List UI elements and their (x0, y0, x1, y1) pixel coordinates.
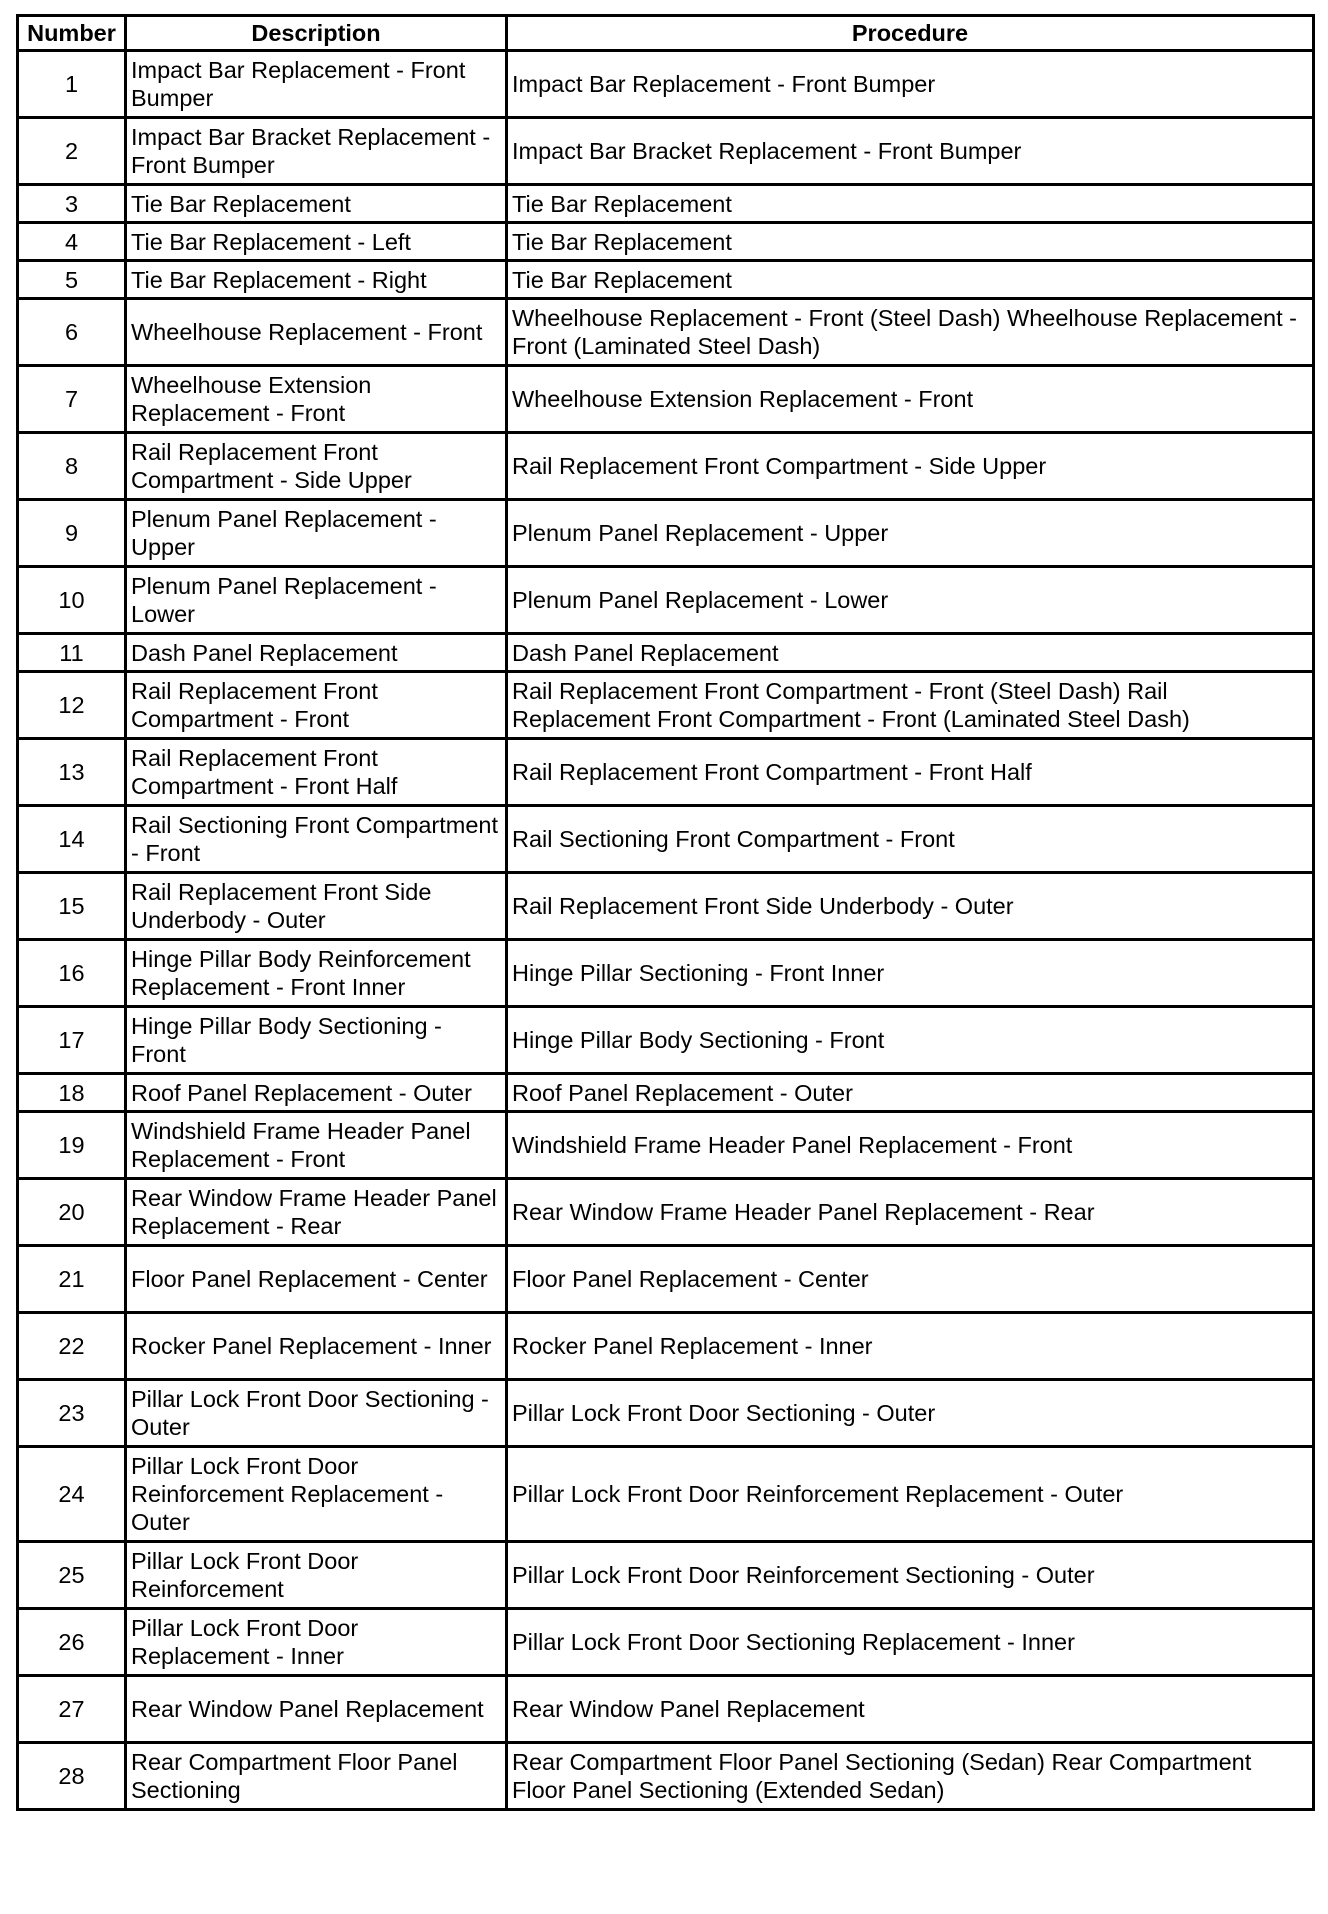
row-procedure: Pillar Lock Front Door Reinforcement Sectioning - Outer (507, 1542, 1314, 1609)
row-description: Pillar Lock Front Door Reinforcement (126, 1542, 507, 1609)
row-number: 11 (18, 634, 126, 672)
table-row (18, 223, 1314, 261)
header-row (18, 16, 1314, 51)
row-number: 14 (18, 806, 126, 873)
table-row (18, 567, 1314, 634)
row-description: Dash Panel Replacement (126, 634, 507, 672)
header-description: Description (126, 16, 507, 51)
procedure-table (16, 14, 1315, 1811)
row-procedure: Impact Bar Bracket Replacement - Front Bumper (507, 118, 1314, 185)
table-row (18, 1112, 1314, 1179)
table-row (18, 1676, 1314, 1743)
row-procedure: Dash Panel Replacement (507, 634, 1314, 672)
row-number: 27 (18, 1676, 126, 1743)
row-number: 4 (18, 223, 126, 261)
table-row (18, 806, 1314, 873)
row-description: Pillar Lock Front Door Reinforcement Replacement - Outer (126, 1447, 507, 1542)
row-procedure: Rocker Panel Replacement - Inner (507, 1313, 1314, 1380)
row-description: Pillar Lock Front Door Sectioning - Outer (126, 1380, 507, 1447)
row-number: 19 (18, 1112, 126, 1179)
table-row (18, 261, 1314, 299)
row-number: 3 (18, 185, 126, 223)
row-number: 25 (18, 1542, 126, 1609)
row-procedure: Rear Compartment Floor Panel Sectioning (Sedan) Rear Compartment Floor Panel Sectioning (Extended Sedan) (507, 1743, 1314, 1810)
table-body (18, 51, 1314, 1810)
row-description: Rear Window Panel Replacement (126, 1676, 507, 1743)
row-procedure: Hinge Pillar Body Sectioning - Front (507, 1007, 1314, 1074)
row-description: Rear Compartment Floor Panel Sectioning (126, 1743, 507, 1810)
row-procedure: Hinge Pillar Sectioning - Front Inner (507, 940, 1314, 1007)
row-description: Tie Bar Replacement - Left (126, 223, 507, 261)
row-number: 16 (18, 940, 126, 1007)
row-description: Impact Bar Bracket Replacement - Front Bumper (126, 118, 507, 185)
row-number: 8 (18, 433, 126, 500)
row-procedure: Rear Window Frame Header Panel Replacement - Rear (507, 1179, 1314, 1246)
row-description: Rail Sectioning Front Compartment - Front (126, 806, 507, 873)
table-row (18, 1609, 1314, 1676)
row-description: Windshield Frame Header Panel Replacement - Front (126, 1112, 507, 1179)
row-procedure: Pillar Lock Front Door Sectioning - Outer (507, 1380, 1314, 1447)
row-procedure: Rail Replacement Front Compartment - Front (Steel Dash) Rail Replacement Front Compartment - Front (Laminated Steel Dash) (507, 672, 1314, 739)
row-procedure: Windshield Frame Header Panel Replacement - Front (507, 1112, 1314, 1179)
row-procedure: Rail Replacement Front Compartment - Side Upper (507, 433, 1314, 500)
row-number: 26 (18, 1609, 126, 1676)
row-description: Floor Panel Replacement - Center (126, 1246, 507, 1313)
row-procedure: Wheelhouse Replacement - Front (Steel Dash) Wheelhouse Replacement - Front (Laminated Steel Dash) (507, 299, 1314, 366)
table-row (18, 1542, 1314, 1609)
procedure-table-sheet (16, 14, 1312, 1811)
table-row (18, 51, 1314, 118)
row-description: Rocker Panel Replacement - Inner (126, 1313, 507, 1380)
row-procedure: Wheelhouse Extension Replacement - Front (507, 366, 1314, 433)
row-number: 12 (18, 672, 126, 739)
table-row (18, 1380, 1314, 1447)
row-description: Impact Bar Replacement - Front Bumper (126, 51, 507, 118)
row-description: Roof Panel Replacement - Outer (126, 1074, 507, 1112)
row-procedure: Pillar Lock Front Door Reinforcement Replacement - Outer (507, 1447, 1314, 1542)
table-row (18, 1007, 1314, 1074)
row-procedure: Impact Bar Replacement - Front Bumper (507, 51, 1314, 118)
row-description: Wheelhouse Replacement - Front (126, 299, 507, 366)
row-description: Rail Replacement Front Compartment - Front Half (126, 739, 507, 806)
row-procedure: Rail Replacement Front Side Underbody - Outer (507, 873, 1314, 940)
table-row (18, 1179, 1314, 1246)
table-row (18, 1743, 1314, 1810)
row-description: Plenum Panel Replacement - Upper (126, 500, 507, 567)
table-row (18, 1313, 1314, 1380)
table-row (18, 1246, 1314, 1313)
row-number: 10 (18, 567, 126, 634)
row-description: Rail Replacement Front Compartment - Front (126, 672, 507, 739)
row-procedure: Rear Window Panel Replacement (507, 1676, 1314, 1743)
row-procedure: Floor Panel Replacement - Center (507, 1246, 1314, 1313)
table-row (18, 739, 1314, 806)
row-description: Plenum Panel Replacement - Lower (126, 567, 507, 634)
row-procedure: Tie Bar Replacement (507, 185, 1314, 223)
table-row (18, 366, 1314, 433)
row-number: 7 (18, 366, 126, 433)
row-procedure: Pillar Lock Front Door Sectioning Replacement - Inner (507, 1609, 1314, 1676)
row-description: Hinge Pillar Body Sectioning - Front (126, 1007, 507, 1074)
row-number: 24 (18, 1447, 126, 1542)
table-row (18, 873, 1314, 940)
row-description: Rear Window Frame Header Panel Replacement - Rear (126, 1179, 507, 1246)
table-row (18, 185, 1314, 223)
table-row (18, 634, 1314, 672)
row-procedure: Plenum Panel Replacement - Upper (507, 500, 1314, 567)
row-procedure: Tie Bar Replacement (507, 223, 1314, 261)
table-row (18, 433, 1314, 500)
row-procedure: Plenum Panel Replacement - Lower (507, 567, 1314, 634)
row-description: Rail Replacement Front Side Underbody - Outer (126, 873, 507, 940)
row-number: 28 (18, 1743, 126, 1810)
row-procedure: Roof Panel Replacement - Outer (507, 1074, 1314, 1112)
row-procedure: Rail Replacement Front Compartment - Front Half (507, 739, 1314, 806)
row-description: Tie Bar Replacement - Right (126, 261, 507, 299)
row-description: Wheelhouse Extension Replacement - Front (126, 366, 507, 433)
row-procedure: Tie Bar Replacement (507, 261, 1314, 299)
row-number: 9 (18, 500, 126, 567)
row-number: 22 (18, 1313, 126, 1380)
row-number: 6 (18, 299, 126, 366)
row-number: 1 (18, 51, 126, 118)
row-number: 23 (18, 1380, 126, 1447)
row-number: 15 (18, 873, 126, 940)
table-row (18, 1447, 1314, 1542)
row-number: 18 (18, 1074, 126, 1112)
table-row (18, 940, 1314, 1007)
row-procedure: Rail Sectioning Front Compartment - Front (507, 806, 1314, 873)
row-description: Hinge Pillar Body Reinforcement Replacement - Front Inner (126, 940, 507, 1007)
row-description: Tie Bar Replacement (126, 185, 507, 223)
table-row (18, 299, 1314, 366)
row-number: 17 (18, 1007, 126, 1074)
row-number: 5 (18, 261, 126, 299)
table-row (18, 118, 1314, 185)
row-number: 2 (18, 118, 126, 185)
row-description: Rail Replacement Front Compartment - Side Upper (126, 433, 507, 500)
row-description: Pillar Lock Front Door Replacement - Inner (126, 1609, 507, 1676)
header-number: Number (18, 16, 126, 51)
table-row (18, 672, 1314, 739)
header-procedure: Procedure (507, 16, 1314, 51)
table-row (18, 1074, 1314, 1112)
row-number: 13 (18, 739, 126, 806)
row-number: 20 (18, 1179, 126, 1246)
table-row (18, 500, 1314, 567)
row-number: 21 (18, 1246, 126, 1313)
table-header (18, 16, 1314, 51)
